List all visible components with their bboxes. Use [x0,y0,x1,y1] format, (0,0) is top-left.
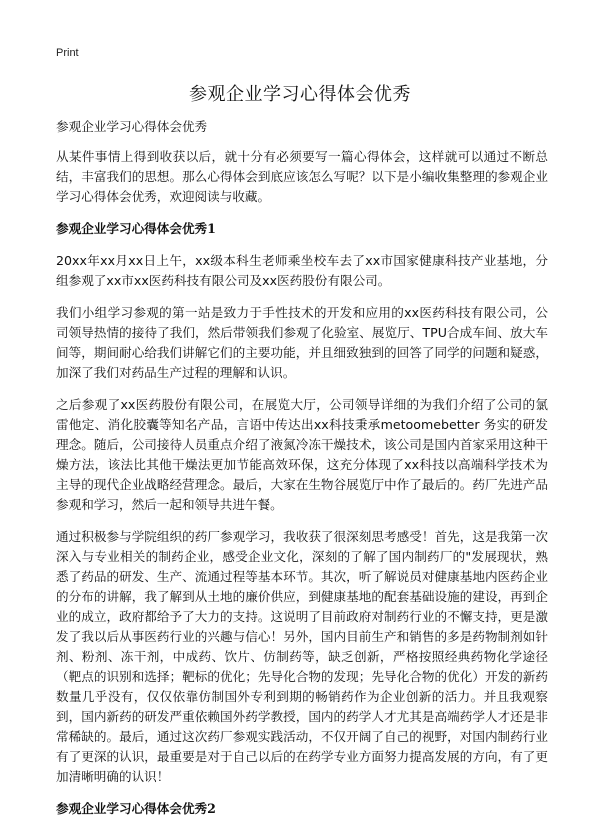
paragraph: 我们小组学习参观的第一站是致力于手性技术的开发和应用的xx医药科技有限公司，公司领导热情的接待了我们，然后带领我们参观了化验室、展览厅、TPU合成车间、放大车间等，期间耐心给我们讲解它们的主要功能，并且细致独到的回答了同学的问题和疑惑，加深了我们对药品生产过程的理解和认识。 [56,305,548,380]
section-heading-1: 参观企业学习心得体会优秀1 [56,221,216,236]
paragraph: 之后参观了xx医药股份有限公司，在展览大厅，公司领导详细的为我们介绍了公司的氯雷他定、消化胶囊等知名产品，言语中传达出xx科技秉承metoomebetter 务实的研发理念。随后，公司接待人员重点介绍了液氮冷冻干燥技术，该公司是国内首家采用这种干燥方法，该法比其他干燥法更加节能高效环保，这充分体现了xx科技以高端科学技术为主导的现代企业战略经营理念。最后，大家在生物谷展览厅中作了最后的。药厂先进产品参观和学习，然后一起和领导共进午餐。 [56,397,548,512]
document-body [56,117,548,819]
print-link[interactable]: Print [56,47,79,59]
document-title: 参观企业学习心得体会优秀 [189,84,411,105]
paragraph: 通过积极参与学院组织的药厂参观学习，我收获了很深刻思考感受！首先，这是我第一次深入与专业相关的制药企业，感受企业文化，深刻的了解了国内制药厂的"发展现状，熟悉了药品的研发、生产、流通过程等基本环节。其次，听了解说员对健康基地内医药企业的分布的讲解，我了解到从土地的廉价供应，到健康基地的配套基础设施的建设，再到企业的成立，政府都给予了大力的支持。这说明了目前政府对制药行业的不懈支持，更是激发了我以后从事医药行业的兴趣与信心！另外，国内目前生产和销售的多是药物制剂如针剂、粉剂、冻干剂，中成药、饮片、仿制药等，缺乏创新，严格按照经典药物化学途径（靶点的识别和选择；靶标的优化；先导化合物的发现；先导化合物的优化）开发的新药数量几乎没有，仅仅依靠仿制国外专利到期的畅销药作为企业创新的活力。并且我观察到，国内新药的研发严重依赖国外药学教授，国内的药学人才尤其是高端药学人才还是非常稀缺的。最后，通过这次药厂参观实践活动，不仅开阔了自己的视野，对国内制药行业有了更深的认识，最重要是对于自己以后的在药学专业方面努力提高发展的方向，有了更加清晰明确的认识！ [56,529,548,784]
paragraph: 20xx年xx月xx日上午，xx级本科生老师乘坐校车去了xx市国家健康科技产业基地，分组参观了xx市xx医药科技有限公司及xx医药股份有限公司。 [56,253,548,288]
section-heading-2: 参观企业学习心得体会优秀2 [56,801,216,816]
document-subtitle: 参观企业学习心得体会优秀 [56,119,208,134]
intro-paragraph: 从某件事情上得到收获以后，就十分有必须要写一篇心得体会，这样就可以通过不断总结，丰富我们的思想。那么心得体会到底应该怎么写呢？以下是小编收集整理的参观企业学习心得体会优秀，欢迎阅读与收藏。 [56,149,548,204]
